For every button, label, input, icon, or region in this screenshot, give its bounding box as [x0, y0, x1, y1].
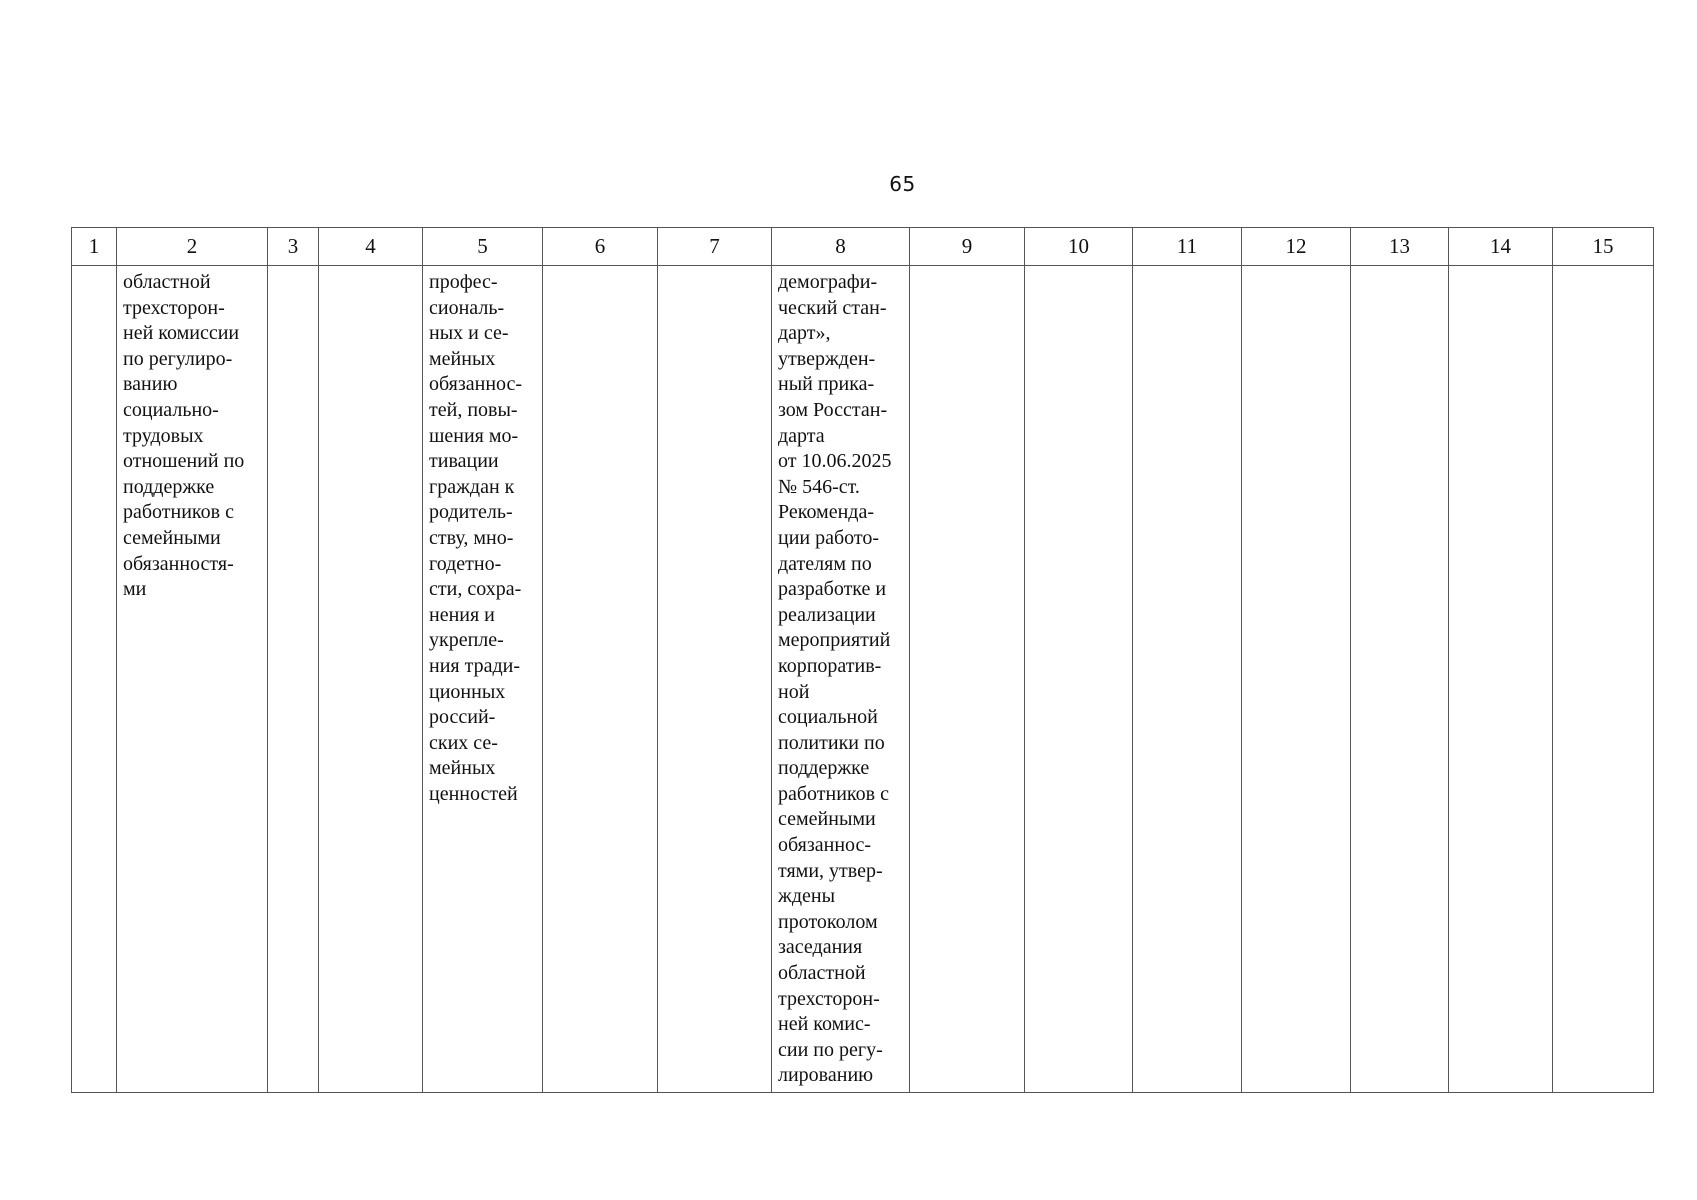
table-cell-col-4: [319, 266, 423, 1093]
table-cell-col-8: [772, 266, 910, 1093]
table-cell-col-14: [1449, 266, 1553, 1093]
cell-text: [1025, 266, 1132, 270]
column-header-2: 2: [117, 228, 268, 266]
column-header-1: 1: [72, 228, 117, 266]
table-cell-col-9: [910, 266, 1025, 1093]
column-header-5: 5: [423, 228, 543, 266]
cell-text: [319, 266, 422, 270]
table-cell-col-11: [1133, 266, 1242, 1093]
header-row: [72, 228, 1654, 266]
column-header-12: 12: [1242, 228, 1351, 266]
table-cell-col-5: [423, 266, 543, 1093]
table-cell-col-2: [117, 266, 268, 1093]
cell-text: [1242, 266, 1350, 270]
page-number: 65: [889, 172, 916, 196]
table-cell-col-1: [72, 266, 117, 1093]
cell-text: [72, 266, 116, 270]
column-header-13: 13: [1351, 228, 1449, 266]
table-cell-col-7: [658, 266, 772, 1093]
column-header-7: 7: [658, 228, 772, 266]
column-header-11: 11: [1133, 228, 1242, 266]
column-header-3: 3: [268, 228, 319, 266]
cell-text: [543, 266, 657, 270]
table-cell-col-12: [1242, 266, 1351, 1093]
column-header-4: 4: [319, 228, 423, 266]
document-table: [71, 227, 1654, 1093]
cell-text: [658, 266, 771, 270]
cell-text: [1449, 266, 1552, 270]
column-header-8: 8: [772, 228, 910, 266]
table-cell-col-10: [1025, 266, 1133, 1093]
column-header-10: 10: [1025, 228, 1133, 266]
column-header-14: 14: [1449, 228, 1553, 266]
cell-text: областной трехсторон- ней комиссии по регулиро- ванию социально- трудовых отношений по поддержке работников с семейными обязанностя- ми: [123, 271, 245, 601]
cell-text: [1553, 266, 1653, 270]
table-cell-col-3: [268, 266, 319, 1093]
column-header-6: 6: [543, 228, 658, 266]
cell-text: [1133, 266, 1241, 270]
cell-text: демографи- ческий стан- дарт», утвержден- ный прика- зом Росстан- дарта от 10.06.2025 № 546-ст. Рекоменда- ции работо- дателям по разработке и реализации мероприятий корпоратив- ной социальной политики по поддержке работников с семейными обязаннос- тями, утвер- ждены протоколом заседания областной трехсторон- ней комис- сии по регу- лированию: [778, 271, 892, 1087]
table-cell-col-13: [1351, 266, 1449, 1093]
cell-text: [910, 266, 1024, 270]
cell-text: профес- сиональ- ных и се- мейных обязаннос- тей, повы- шения мо- тивации граждан к родитель- ству, мно- годетно- сти, сохра- нения и укрепле- ния тради- ционных россий- ских се- мейных ценностей: [429, 271, 523, 805]
column-header-9: 9: [910, 228, 1025, 266]
table-cell-col-15: [1553, 266, 1654, 1093]
cell-text: [268, 266, 318, 270]
table-cell-col-6: [543, 266, 658, 1093]
column-header-15: 15: [1553, 228, 1654, 266]
table-row: [72, 266, 1654, 1093]
cell-text: [1351, 266, 1448, 270]
